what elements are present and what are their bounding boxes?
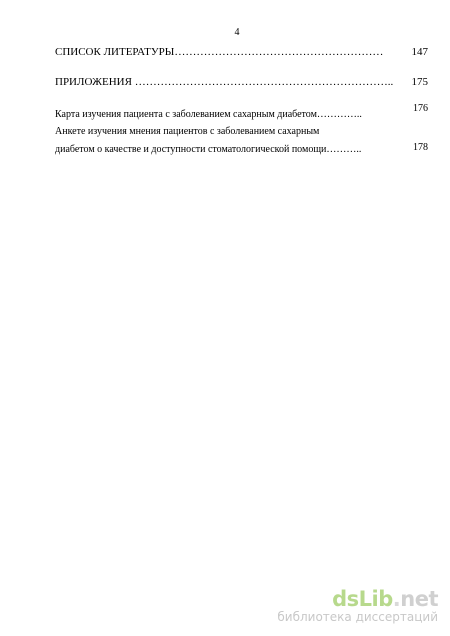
toc-entry-title: ПРИЛОЖЕНИЯ: [55, 76, 132, 88]
dslib-tagline: библиотека диссертаций: [277, 610, 438, 624]
page-number: 4: [234, 27, 240, 38]
toc-page-number: 175: [411, 76, 428, 88]
toc-entry-patient-card: Карта изучения пациента с заболеванием сахарным диабетом…………..: [55, 109, 362, 120]
dslib-watermark: [248, 587, 438, 624]
toc-entry-questionnaire-line-2: диабетом о качестве и доступности стоматологической помощи………..: [55, 144, 362, 155]
toc-entry-title: СПИСОК ЛИТЕРАТУРЫ: [55, 46, 175, 58]
toc-page-number: 176: [413, 103, 428, 114]
toc-entry-appendices: [55, 76, 393, 89]
dslib-logo: dsLib.net: [332, 587, 438, 611]
toc-entry-bibliography: [55, 46, 383, 59]
toc-entry-questionnaire-line-1: Анкете изучения мнения пациентов с заболеванием сахарным: [55, 126, 320, 137]
toc-leader-dots: …………………………………………………: [174, 46, 384, 58]
toc-page-number: 178: [413, 142, 428, 153]
toc-leader-dots: ……………………………………………………………..: [131, 76, 394, 88]
toc-page-number: 147: [411, 46, 428, 58]
